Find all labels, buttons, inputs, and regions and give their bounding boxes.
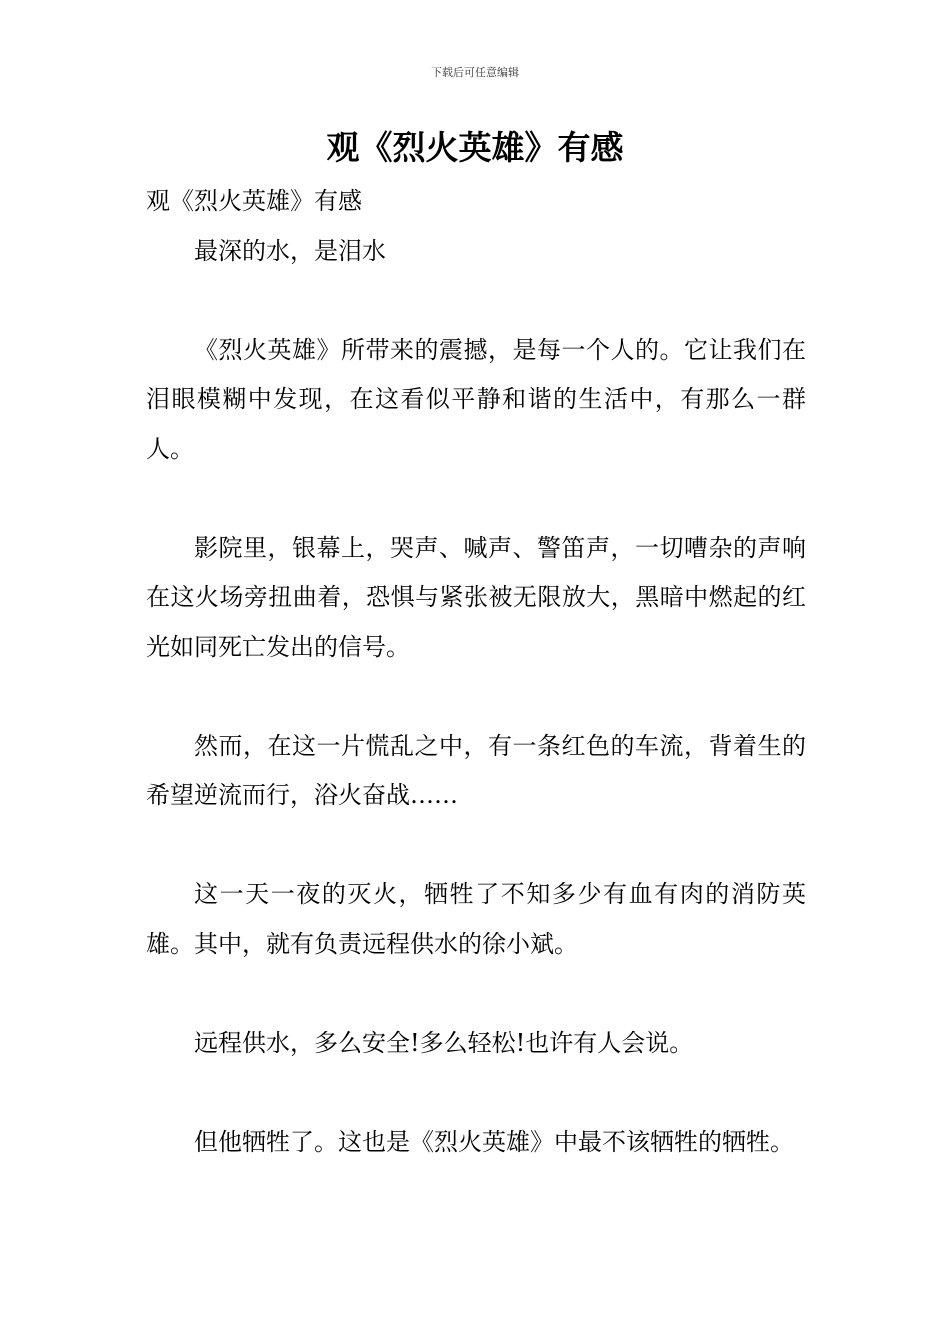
subtitle-line: 观《烈火英雄》有感 — [146, 187, 362, 215]
paragraph-4: 然而，在这一片慌乱之中，有一条红色的车流，背着生的希望逆流而行，浴火奋战…… — [146, 731, 806, 809]
paragraph-6: 远程供水，多么安全!多么轻松!也许有人会说。 — [194, 1028, 694, 1057]
paragraph-5: 这一天一夜的灭火，牺牲了不知多少有血有肉的消防英雄。其中，就有负责远程供水的徐小斌。 — [146, 880, 806, 958]
document-title: 观《烈火英雄》有感 — [326, 128, 624, 167]
paragraph-2: 《烈火英雄》所带来的震撼，是每一个人的。它让我们在泪眼模糊中发现，在这看似平静和谐的生活中，有那么一群人。 — [146, 335, 806, 463]
paragraph-3: 影院里，银幕上，哭声、喊声、警笛声，一切嘈杂的声响在这火场旁扭曲着，恐惧与紧张被无限放大，黑暗中燃起的红光如同死亡发出的信号。 — [146, 533, 806, 661]
paragraph-1: 最深的水，是泪水 — [194, 236, 386, 265]
paragraph-7: 但他牺牲了。这也是《烈火英雄》中最不该牺牲的牺牲。 — [194, 1127, 794, 1156]
document-body — [146, 177, 806, 1167]
header-note: 下载后可任意编辑 — [431, 66, 519, 79]
